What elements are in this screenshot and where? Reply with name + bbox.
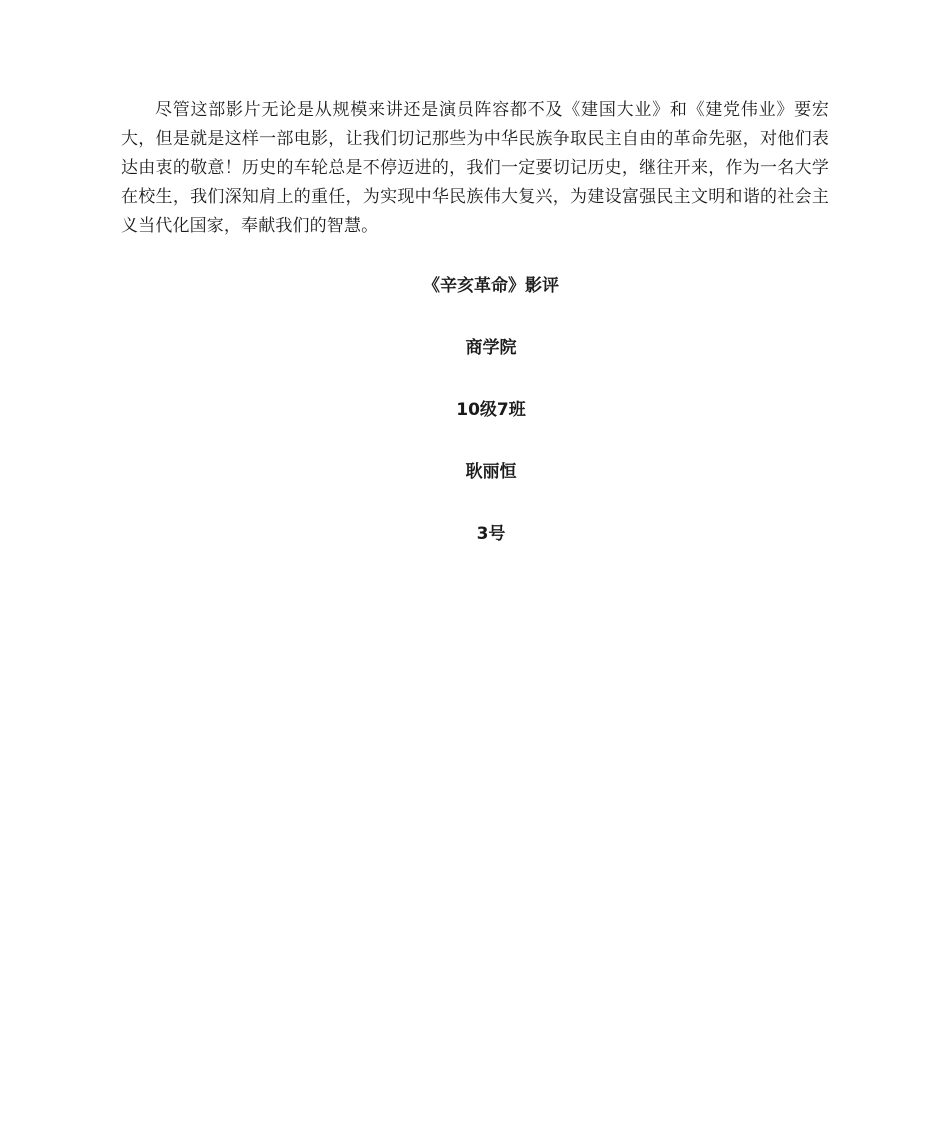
review-title: 《辛亥革命》影评	[423, 276, 559, 296]
student-number: 3号	[476, 524, 506, 544]
body-paragraph: 尽管这部影片无论是从规模来讲还是演员阵容都不及《建国大业》和《建党伟业》要宏大，但是就是这样一部电影，让我们切记那些为中华民族争取民主自由的革命先驱，对他们表达由衷的敬意！历史的车轮总是不停迈进的，我们一定要切记历史，继往开来，作为一名大学在校生，我们深知肩上的重任，为实现中华民族伟大复兴，为建设富强民主文明和谐的社会主义当代化国家，奉献我们的智慧。	[121, 100, 829, 236]
author-name: 耿丽恒	[465, 462, 517, 482]
school-name: 商学院	[465, 338, 517, 358]
class-name: 10级7班	[456, 400, 526, 420]
